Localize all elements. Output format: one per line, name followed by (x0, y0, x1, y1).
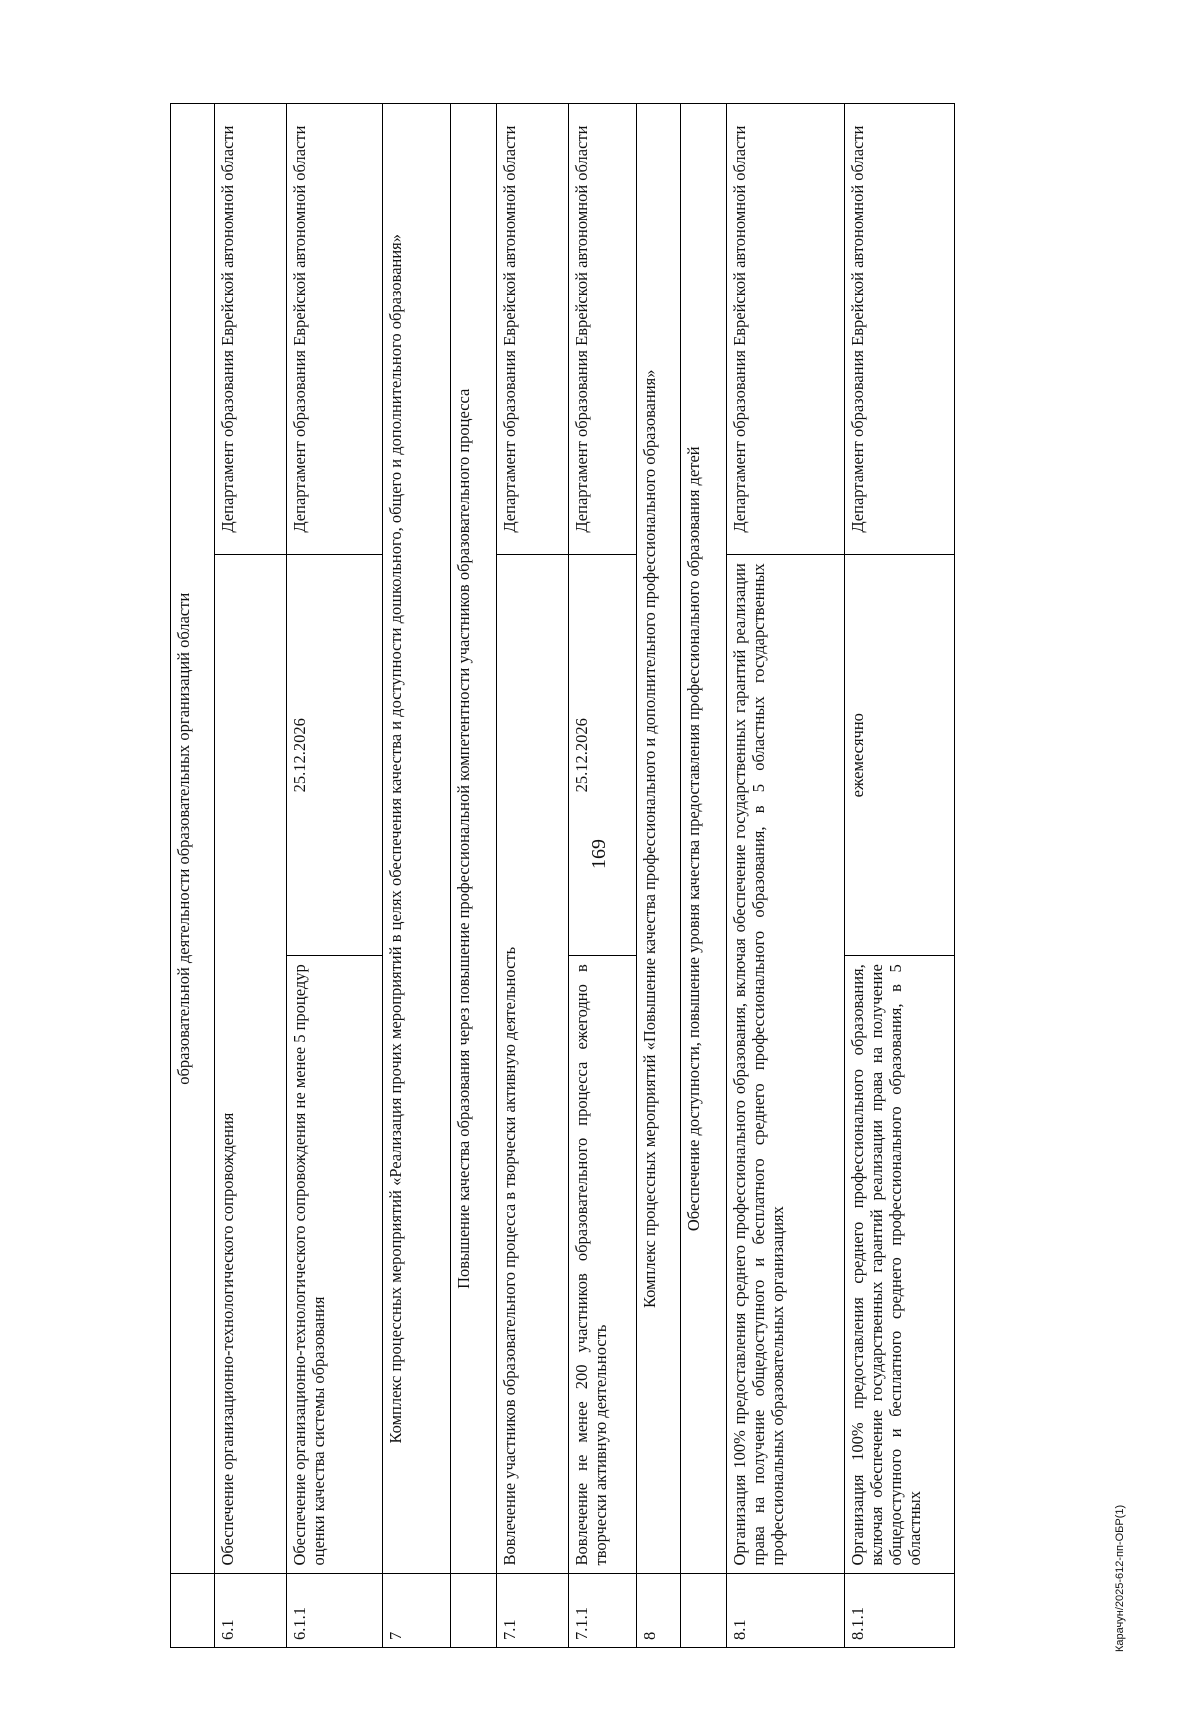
table-row-section (637, 104, 681, 1648)
table-row-goal (451, 104, 497, 1648)
table-row (569, 104, 637, 1648)
row-number: 8.1.1 (845, 1574, 955, 1648)
responsible-cell: Департамент образования Еврейской автономной области (727, 104, 845, 555)
row-number: 7.1 (497, 1574, 569, 1648)
deadline-cell: ежемесячно (845, 555, 955, 956)
action-text: Организация 100% предоставления среднего профессионального образования, включая обеспечение государственных гарантий реализации права на получение общедоступного и бесплатного среднего профессионального образования, в 5 областных (845, 956, 955, 1574)
section-title: Комплекс процессных мероприятий «Реализация прочих мероприятий в целях обеспечения качества и доступности дошкольного, общего и дополнительного образования» (383, 104, 451, 1574)
table-row-goal (681, 104, 727, 1648)
table-row (497, 104, 569, 1648)
empty-num-cell (681, 1574, 727, 1648)
task-text: Вовлечение участников образовательного процесса в творчески активную деятельность (497, 555, 569, 1574)
table-row (845, 104, 955, 1648)
task-text: Организация 100% предоставления среднего профессионального образования, включая обеспечение государственных гарантий реализации права на получение общедоступного и бесплатного среднего профессионального образования, в 5 областных государственных профессиональных образовательных организациях (727, 555, 845, 1574)
row-number: 8.1 (727, 1574, 845, 1648)
goal-text: Обеспечение доступности, повышение уровня качества предоставления профессионального образования детей (681, 104, 727, 1574)
section-title: Комплекс процессных мероприятий «Повышение качества профессионального и дополнительного профессионального образования» (637, 104, 681, 1574)
responsible-cell: Департамент образования Еврейской автономной области (287, 104, 383, 555)
empty-num-cell (171, 1574, 215, 1648)
row-number: 8 (637, 1574, 681, 1648)
row-number: 6.1.1 (287, 1574, 383, 1648)
document-footer-code: Карачун/2025-612-пп-ОБР(1) (1114, 1504, 1126, 1652)
plan-table (170, 103, 955, 1648)
table-row-header-cont (171, 104, 215, 1648)
responsible-cell: Департамент образования Еврейской автономной области (497, 104, 569, 555)
task-text: Обеспечение организационно-технологического сопровождения (215, 555, 287, 1574)
deadline-cell: 25.12.2026 (287, 555, 383, 956)
action-text: Обеспечение организационно-технологического сопровождения не менее 5 процедур оценки качества системы образования (287, 956, 383, 1574)
responsible-cell: Департамент образования Еврейской автономной области (215, 104, 287, 555)
action-text: Вовлечение не менее 200 участников образовательного процесса ежегодно в творчески активную деятельность (569, 956, 637, 1574)
responsible-cell: Департамент образования Еврейской автономной области (845, 104, 955, 555)
goal-text: Повышение качества образования через повышение профессиональной компетентности участников образовательного процесса (451, 104, 497, 1574)
page-number: 169 (588, 839, 610, 869)
row-number: 7.1.1 (569, 1574, 637, 1648)
table-row (215, 104, 287, 1648)
responsible-cell: Департамент образования Еврейской автономной области (569, 104, 637, 555)
table-row (287, 104, 383, 1648)
table-row-section (383, 104, 451, 1648)
empty-num-cell (451, 1574, 497, 1648)
table-row (727, 104, 845, 1648)
deadline-cell: 25.12.2026 (569, 555, 637, 956)
row-number: 7 (383, 1574, 451, 1648)
row-number: 6.1 (215, 1574, 287, 1648)
header-continuation: образовательной деятельности образовательных организаций области (171, 104, 215, 1574)
rotated-table-container (170, 103, 1100, 1648)
